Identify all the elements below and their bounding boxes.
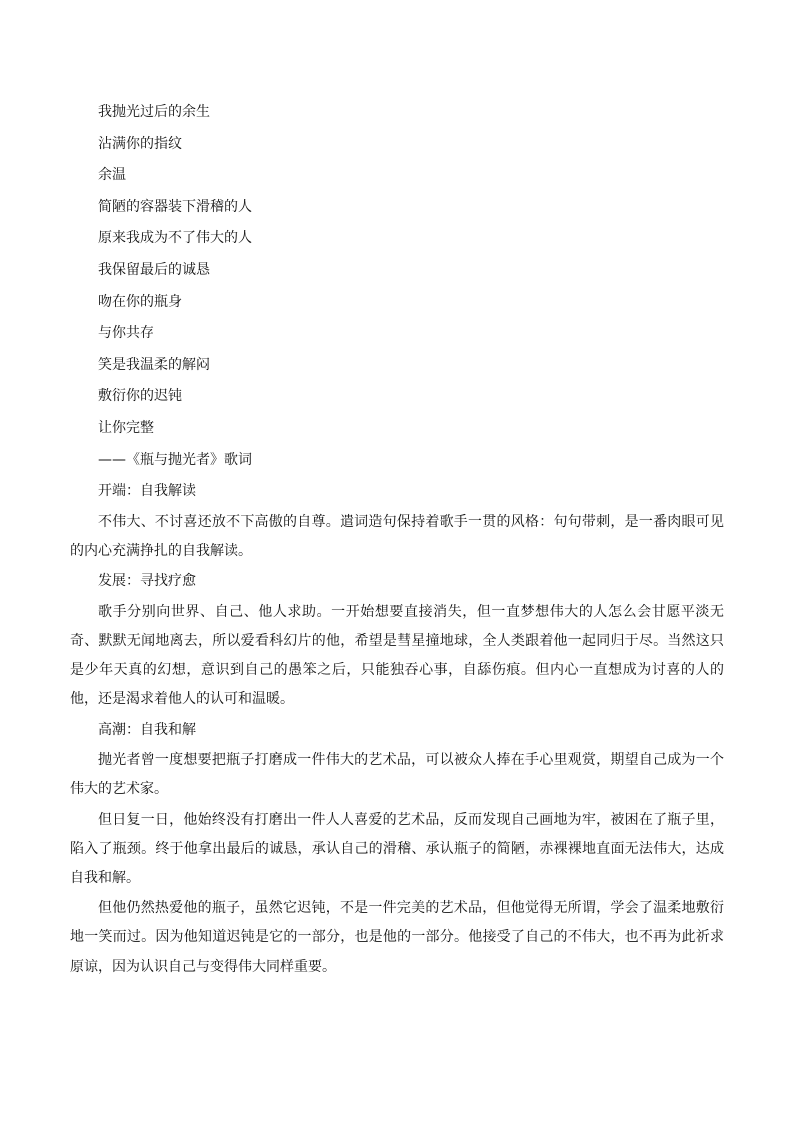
lyric-line: 笑是我温柔的解闷 xyxy=(98,356,210,373)
lyrics-source: ——《瓶与抛光者》歌词 xyxy=(98,451,252,468)
lyric-line: 简陋的容器装下滑稽的人 xyxy=(98,198,252,215)
section-development xyxy=(70,566,724,714)
paragraph: 但他仍然热爱他的瓶子，虽然它迟钝，不是一件完美的艺术品，但他觉得无所谓，学会了温柔地敷衍地一笑而过。因为他知道迟钝是它的一部分，也是他的一部分。他接受了自己的不伟大，也不再为此祈求原谅，因为认识自己与变得伟大同样重要。 xyxy=(70,900,724,975)
lyric-line: 让你完整 xyxy=(98,419,154,436)
lyric-line: 与你共存 xyxy=(98,325,154,342)
section-climax xyxy=(70,715,724,982)
lyric-line: 我抛光过后的余生 xyxy=(98,104,210,120)
document-body xyxy=(70,97,724,982)
lyric-line: 余温 xyxy=(98,167,126,184)
section-heading: 发展：寻找疗愈 xyxy=(98,573,196,590)
paragraph: 但日复一日，他始终没有打磨出一件人人喜爱的艺术品，反而发现自己画地为牢，被困在了瓶子里，陷入了瓶颈。终于他拿出最后的诚恳，承认自己的滑稽、承认瓶子的简陋，赤裸裸地直面无法伟大，达成自我和解。 xyxy=(70,811,724,886)
section-heading: 高潮：自我和解 xyxy=(98,721,196,738)
lyric-line: 吻在你的瓶身 xyxy=(98,293,182,310)
section-heading: 开端：自我解读 xyxy=(98,483,196,500)
lyric-line: 敷衍你的迟钝 xyxy=(98,388,182,405)
paragraph: 不伟大、不讨喜还放不下高傲的自尊。遣词造句保持着歌手一贯的风格：句句带刺，是一番肉眼可见的内心充满挣扎的自我解读。 xyxy=(70,513,724,559)
section-beginning xyxy=(70,476,724,566)
lyrics-block xyxy=(70,97,724,476)
paragraph: 抛光者曾一度想要把瓶子打磨成一件伟大的艺术品，可以被众人捧在手心里观赏，期望自己成为一个伟大的艺术家。 xyxy=(70,752,724,798)
lyric-line: 原来我成为不了伟大的人 xyxy=(98,230,252,247)
paragraph: 歌手分别向世界、自己、他人求助。一开始想要直接消失，但一直梦想伟大的人怎么会甘愿平淡无奇、默默无闻地离去，所以爱看科幻片的他，希望是彗星撞地球，全人类跟着他一起同归于尽。当然这只是少年天真的幻想，意识到自己的愚笨之后，只能独吞心事，自舔伤痕。但内心一直想成为讨喜的人的他，还是渴求着他人的认可和温暖。 xyxy=(70,603,724,708)
lyric-line: 我保留最后的诚恳 xyxy=(98,261,210,278)
lyric-line: 沾满你的指纹 xyxy=(98,135,182,152)
